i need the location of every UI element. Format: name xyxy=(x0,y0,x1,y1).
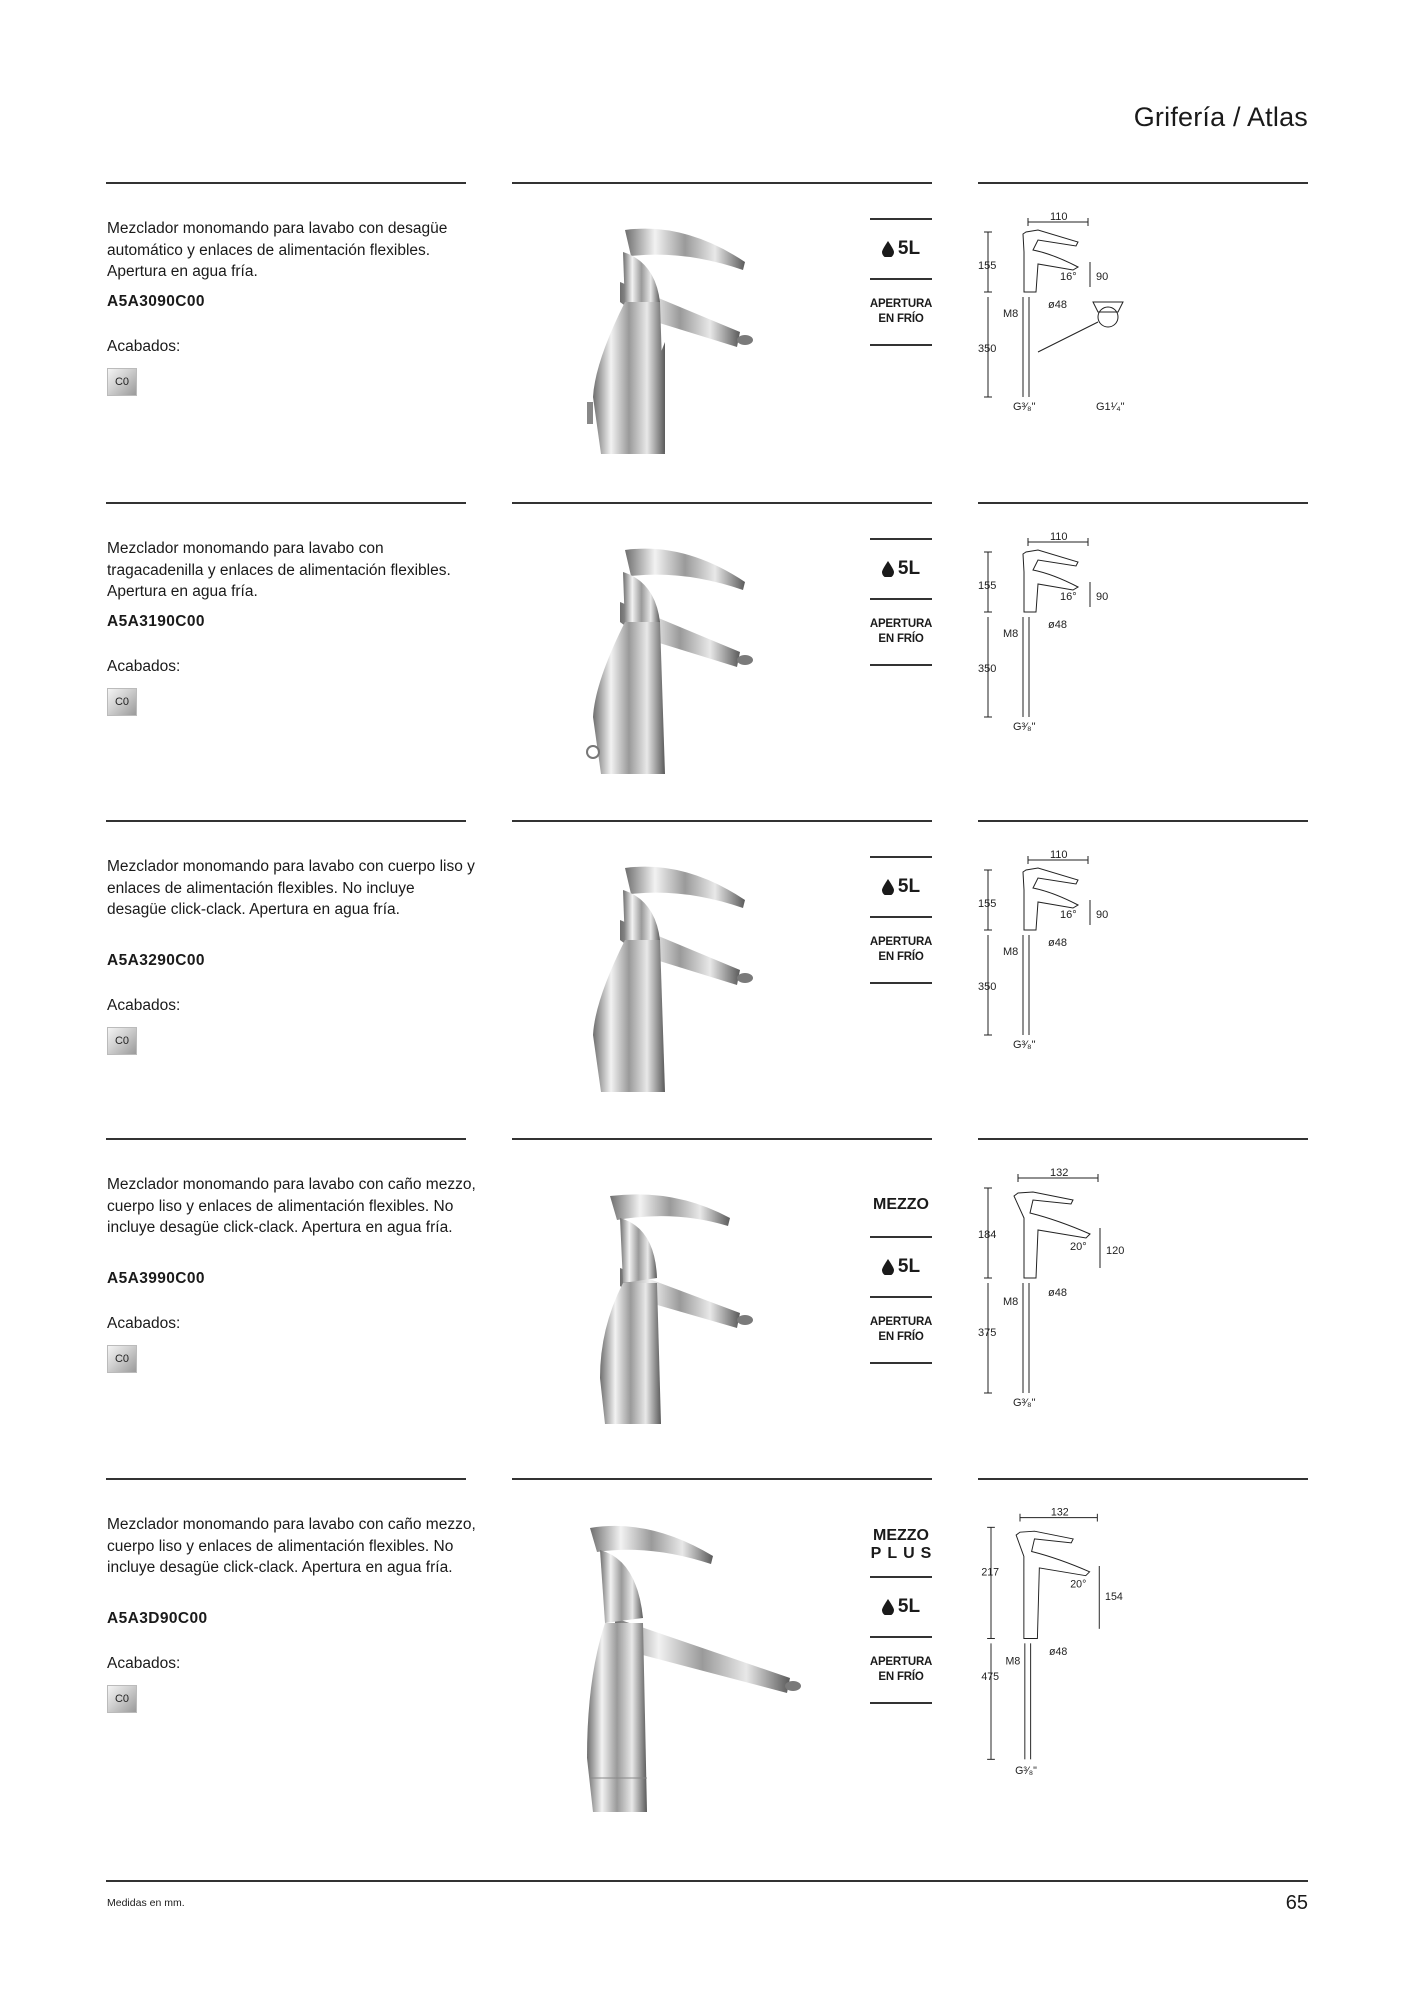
feature-badges xyxy=(870,218,932,346)
divider xyxy=(512,182,932,184)
product-row xyxy=(0,1478,1414,1838)
feature-badges xyxy=(869,1514,938,1704)
finish-swatch-chrome[interactable]: C0 xyxy=(107,1027,137,1055)
svg-text:110: 110 xyxy=(1050,212,1068,223)
svg-text:132: 132 xyxy=(1050,1508,1069,1519)
divider xyxy=(106,502,466,504)
svg-text:217: 217 xyxy=(981,1566,1000,1579)
water-drop-icon xyxy=(882,561,894,577)
svg-text:16°: 16° xyxy=(1060,591,1077,603)
finishes-label: Acabados: xyxy=(107,997,181,1014)
flow-rate: 5L xyxy=(870,1578,932,1636)
svg-text:G³⁄₈": G³⁄₈" xyxy=(1013,401,1036,413)
flow-rate: 5L xyxy=(870,1238,932,1296)
product-row xyxy=(0,502,1414,802)
svg-text:184: 184 xyxy=(978,1229,997,1241)
divider xyxy=(106,182,466,184)
feature-badges xyxy=(870,538,932,666)
finishes-label: Acabados: xyxy=(107,658,181,675)
svg-text:ø48: ø48 xyxy=(1048,937,1067,949)
finishes-label: Acabados: xyxy=(107,1655,181,1672)
cold-opening-label: APERTURA EN FRÍO xyxy=(869,1316,933,1343)
divider xyxy=(512,1138,932,1140)
svg-text:350: 350 xyxy=(978,343,997,355)
svg-text:155: 155 xyxy=(978,898,997,910)
divider xyxy=(106,1138,466,1140)
divider xyxy=(978,502,1308,504)
divider xyxy=(512,820,932,822)
flow-rate: 5L xyxy=(870,858,932,916)
faucet-photo xyxy=(565,860,810,1100)
svg-text:20°: 20° xyxy=(1070,1241,1087,1253)
svg-text:132: 132 xyxy=(1050,1168,1069,1179)
product-description: Mezclador monomando para lavabo con desagüe automático y enlaces de alimentación flexibles. Apertura en agua fría. xyxy=(107,220,448,280)
svg-text:120: 120 xyxy=(1106,1245,1125,1257)
faucet-photo xyxy=(565,1178,810,1438)
product-description: Mezclador monomando para lavabo con caño mezzo, cuerpo liso y enlaces de alimentación flexibles. No incluye desagüe click-clack. Apertura en agua fría. xyxy=(107,1176,476,1236)
page-number: 65 xyxy=(1285,1892,1308,1914)
svg-text:M8: M8 xyxy=(1003,946,1019,958)
divider xyxy=(978,820,1308,822)
svg-text:16°: 16° xyxy=(1060,271,1077,283)
cold-opening-label: APERTURA EN FRÍO xyxy=(869,298,933,325)
feature-badges xyxy=(870,1174,932,1364)
product-row xyxy=(0,1138,1414,1438)
svg-text:16°: 16° xyxy=(1060,909,1077,921)
svg-text:90: 90 xyxy=(1096,271,1109,283)
technical-drawing xyxy=(978,532,1178,782)
cold-opening-label: APERTURA EN FRÍO xyxy=(869,936,933,963)
divider xyxy=(978,1138,1308,1140)
divider xyxy=(106,820,466,822)
water-drop-icon xyxy=(882,241,894,257)
finish-swatch-chrome[interactable]: C0 xyxy=(107,368,137,396)
svg-text:G1¹⁄₄": G1¹⁄₄" xyxy=(1096,401,1125,413)
svg-text:90: 90 xyxy=(1096,591,1109,603)
divider xyxy=(978,1478,1308,1480)
finish-swatch-chrome[interactable]: C0 xyxy=(107,688,137,716)
faucet-photo xyxy=(565,1518,810,1818)
svg-text:ø48: ø48 xyxy=(1048,619,1067,631)
divider xyxy=(512,502,932,504)
svg-text:110: 110 xyxy=(1050,850,1068,861)
svg-text:154: 154 xyxy=(1105,1590,1123,1603)
product-code: A5A3290C00 xyxy=(107,952,205,969)
product-description: Mezclador monomando para lavabo con caño mezzo, cuerpo liso y enlaces de alimentación flexibles. No incluye desagüe click-clack. Apertura en agua fría. xyxy=(107,1516,476,1576)
technical-drawing xyxy=(978,1168,1178,1418)
flow-rate: 5L xyxy=(870,220,932,278)
svg-text:155: 155 xyxy=(978,580,997,592)
cold-opening-label: APERTURA EN FRÍO xyxy=(869,1656,933,1683)
svg-text:G³⁄₈": G³⁄₈" xyxy=(1013,721,1036,733)
technical-drawing xyxy=(978,1508,1178,1798)
product-description: Mezclador monomando para lavabo con tragacadenilla y enlaces de alimentación flexibles. Apertura en agua fría. xyxy=(107,540,451,600)
model-badge: MEZZO PLUS xyxy=(870,1527,938,1562)
finishes-label: Acabados: xyxy=(107,338,181,355)
page-title: Grifería / Atlas xyxy=(1133,102,1308,132)
svg-text:350: 350 xyxy=(978,981,997,993)
product-code: A5A3990C00 xyxy=(107,1270,205,1287)
footer-note: Medidas en mm. xyxy=(107,1897,185,1909)
divider xyxy=(512,1478,932,1480)
faucet-photo xyxy=(565,542,810,782)
feature-badges xyxy=(870,856,932,984)
divider xyxy=(978,182,1308,184)
svg-text:M8: M8 xyxy=(1003,308,1019,320)
svg-text:G³⁄₈": G³⁄₈" xyxy=(1015,1764,1037,1777)
technical-drawing xyxy=(978,212,1178,462)
product-code: A5A3190C00 xyxy=(107,613,205,630)
svg-text:ø48: ø48 xyxy=(1048,1287,1067,1299)
svg-text:350: 350 xyxy=(978,663,997,675)
water-drop-icon xyxy=(882,1599,894,1615)
svg-text:M8: M8 xyxy=(1003,628,1019,640)
svg-text:ø48: ø48 xyxy=(1048,299,1067,311)
product-row xyxy=(0,820,1414,1120)
svg-text:375: 375 xyxy=(978,1327,997,1339)
svg-text:90: 90 xyxy=(1096,909,1109,921)
svg-text:475: 475 xyxy=(981,1671,1000,1684)
product-description: Mezclador monomando para lavabo con cuerpo liso y enlaces de alimentación flexibles. No incluye desagüe click-clack. Apertura en agua fría. xyxy=(107,858,475,918)
svg-text:M8: M8 xyxy=(1005,1655,1021,1668)
svg-text:G³⁄₈": G³⁄₈" xyxy=(1013,1039,1036,1051)
footer-divider xyxy=(106,1880,1308,1882)
divider xyxy=(106,1478,466,1480)
finish-swatch-chrome[interactable]: C0 xyxy=(107,1345,137,1373)
faucet-photo xyxy=(565,222,810,462)
flow-rate: 5L xyxy=(870,540,932,598)
svg-text:G³⁄₈": G³⁄₈" xyxy=(1013,1397,1036,1409)
product-code: A5A3D90C00 xyxy=(107,1610,208,1627)
svg-text:20°: 20° xyxy=(1070,1578,1087,1591)
product-code: A5A3090C00 xyxy=(107,293,205,310)
svg-text:M8: M8 xyxy=(1003,1296,1019,1308)
svg-text:ø48: ø48 xyxy=(1049,1645,1068,1658)
cold-opening-label: APERTURA EN FRÍO xyxy=(869,618,933,645)
water-drop-icon xyxy=(882,879,894,895)
product-row xyxy=(0,182,1414,482)
svg-text:110: 110 xyxy=(1050,532,1068,543)
technical-drawing xyxy=(978,850,1178,1100)
water-drop-icon xyxy=(882,1259,894,1275)
svg-text:155: 155 xyxy=(978,260,997,272)
finishes-label: Acabados: xyxy=(107,1315,181,1332)
model-badge: MEZZO xyxy=(873,1196,929,1213)
finish-swatch-chrome[interactable]: C0 xyxy=(107,1685,137,1713)
